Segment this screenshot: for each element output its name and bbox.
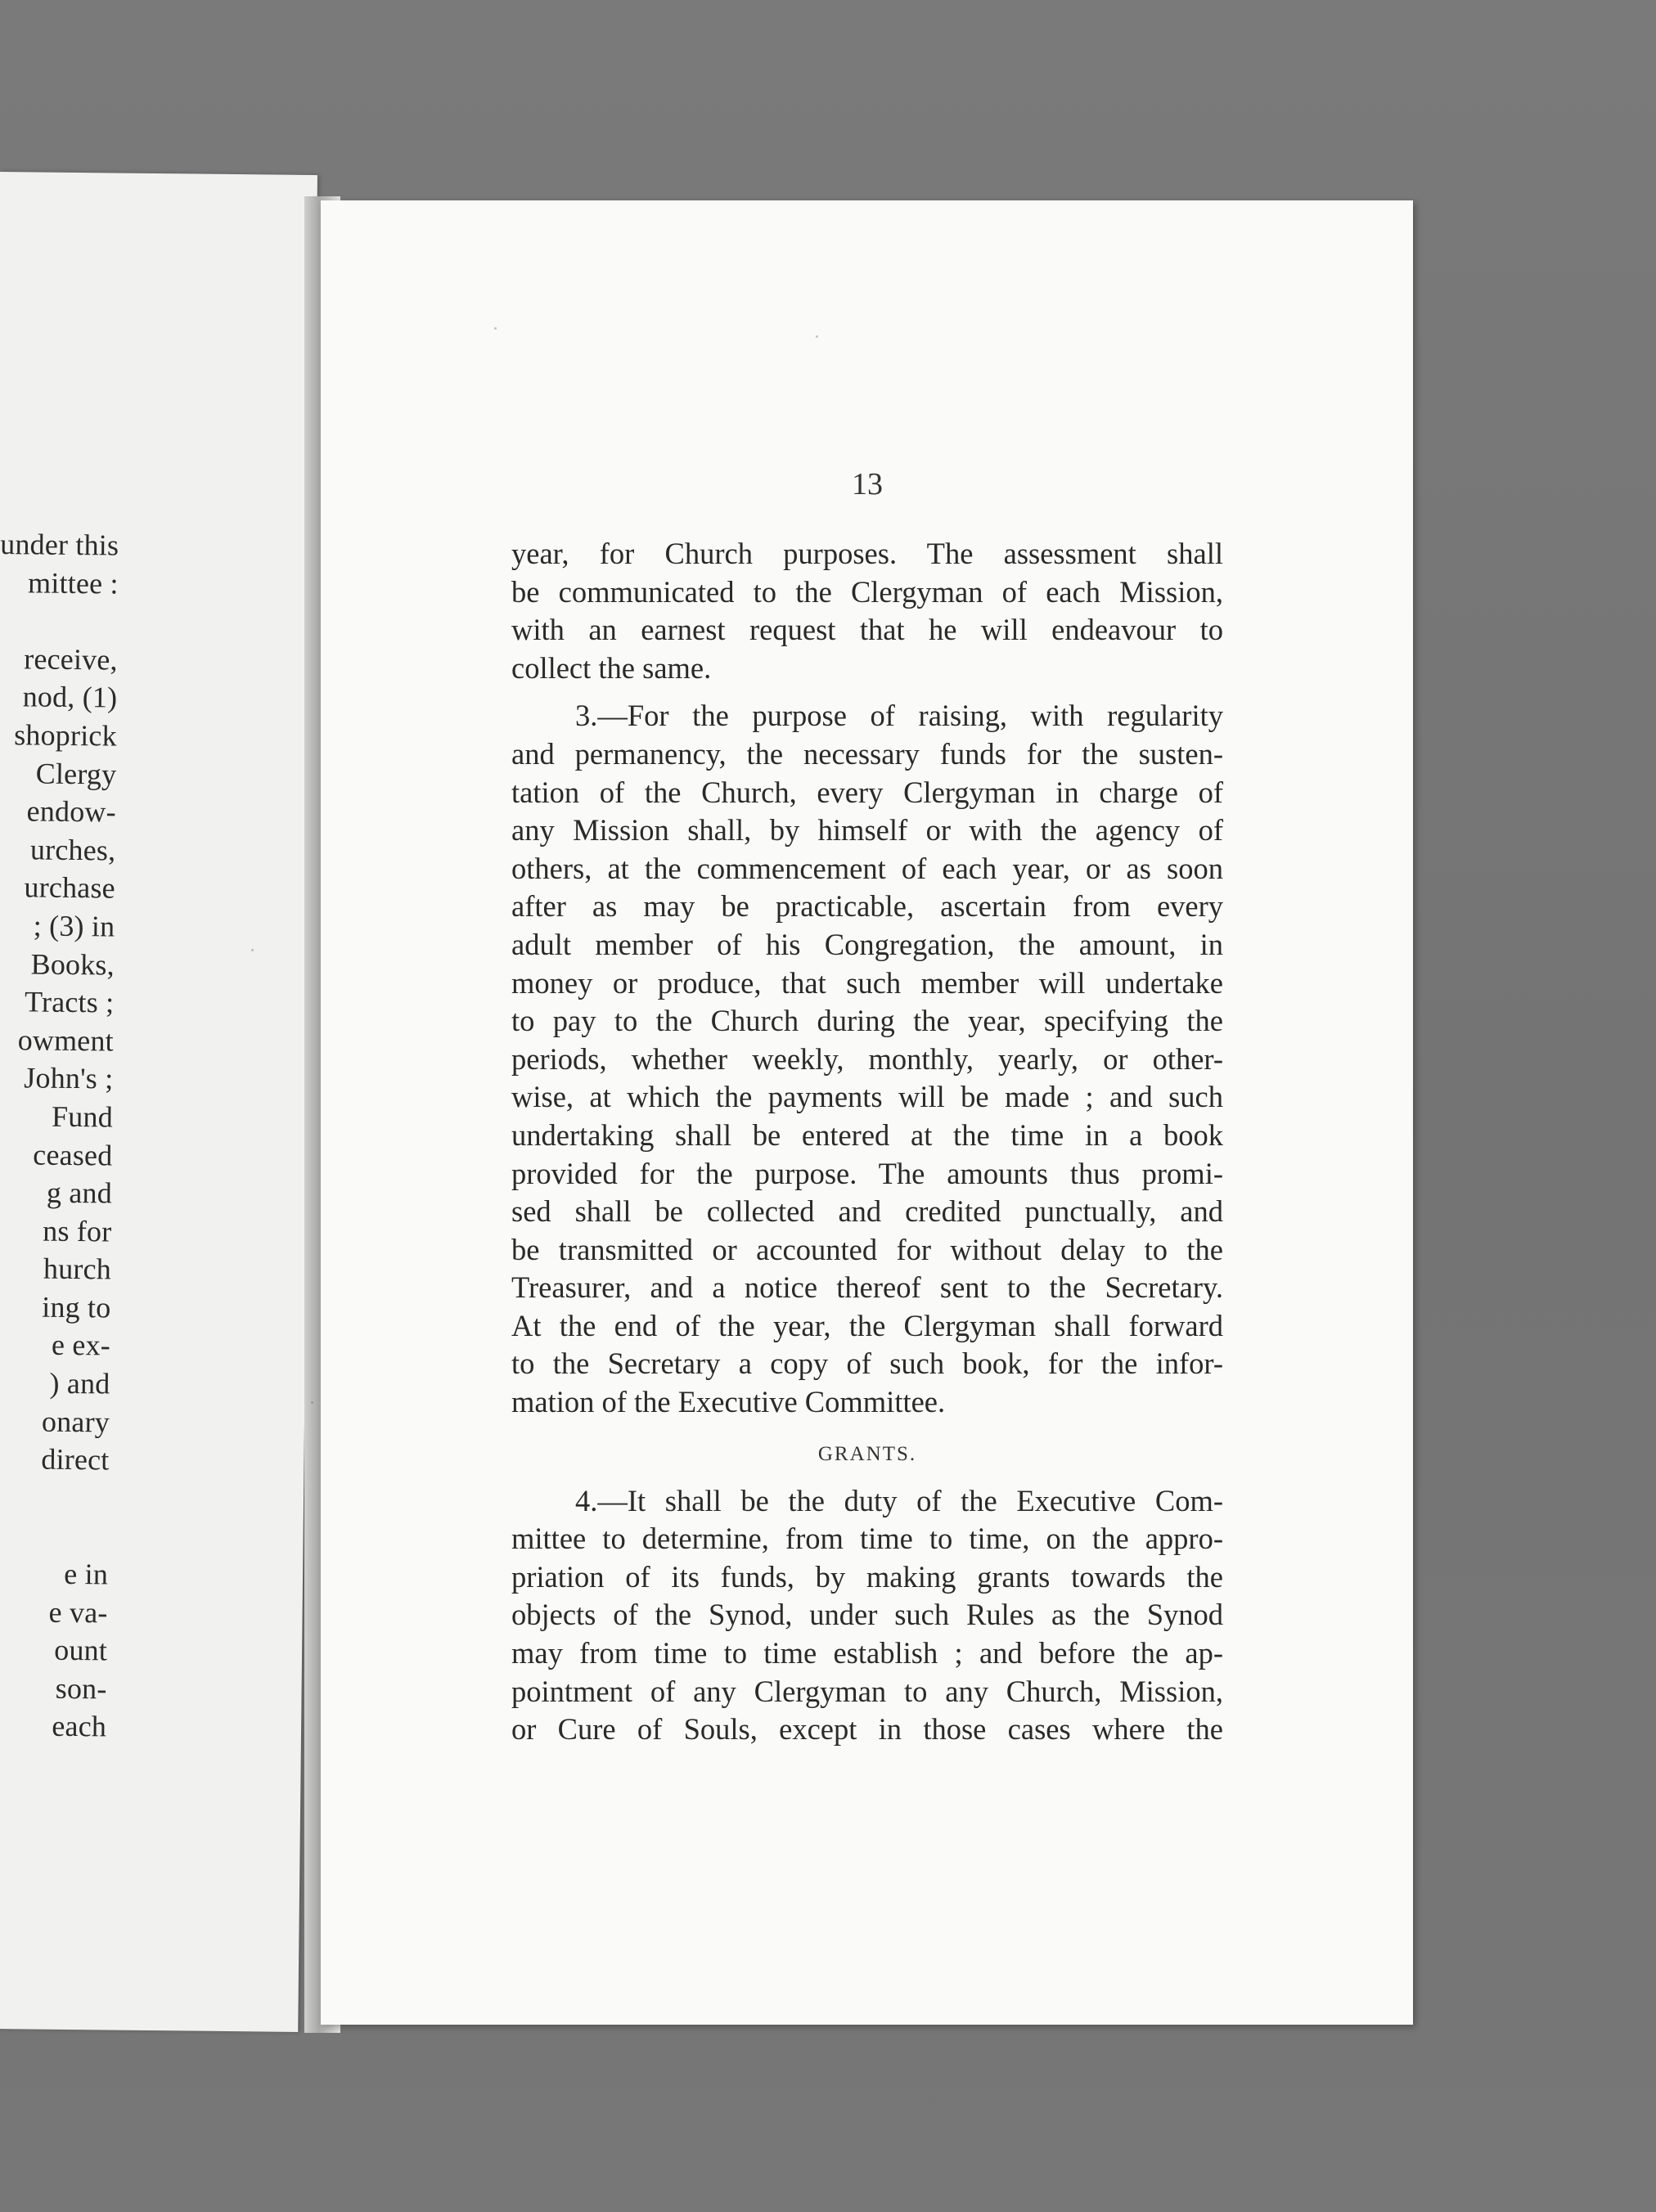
left-line: John's ; bbox=[24, 1061, 114, 1095]
text-line: pointment of any Clergyman to any Church, Mission, bbox=[511, 1674, 1223, 1708]
text-line: or Cure of Souls, except in those cases where the bbox=[511, 1712, 1223, 1747]
text-line: with an earnest request that he will endeavour to bbox=[511, 613, 1223, 647]
left-line: each bbox=[52, 1710, 107, 1743]
text-line: tation of the Church, every Clergyman in charge of bbox=[511, 775, 1223, 809]
text-line: sed shall be collected and credited punctually, and bbox=[511, 1194, 1223, 1229]
left-facing-page bbox=[0, 172, 317, 2032]
text-line: objects of the Synod, under such Rules as the Synod bbox=[511, 1598, 1223, 1632]
left-line: urches, bbox=[29, 833, 116, 867]
left-line: receive, bbox=[24, 642, 118, 677]
left-line: ount bbox=[54, 1634, 108, 1667]
text-line: be communicated to the Clergyman of each Mission, bbox=[511, 574, 1223, 609]
paper-speck bbox=[816, 335, 818, 338]
text-line: mittee to determine, from time to time, on the appro- bbox=[511, 1522, 1223, 1556]
text-line: collect the same. bbox=[511, 650, 712, 685]
left-line: e va- bbox=[48, 1595, 108, 1630]
text-line: At the end of the year, the Clergyman shall forward bbox=[511, 1308, 1223, 1342]
text-line: wise, at which the payments will be made ; and such bbox=[511, 1080, 1223, 1114]
paragraph-4 bbox=[511, 1482, 1223, 1749]
left-line: onary bbox=[41, 1405, 110, 1439]
left-line: e ex- bbox=[51, 1329, 111, 1362]
text-line: others, at the commencement of each year, or as soon bbox=[511, 851, 1223, 885]
text-line: 3.—For the purpose of raising, with regularity bbox=[575, 699, 1223, 733]
text-line: to the Secretary a copy of such book, for the infor- bbox=[511, 1347, 1223, 1381]
text-line: 4.—It shall be the duty of the Executive Com- bbox=[575, 1483, 1223, 1517]
paragraph-assessment bbox=[511, 535, 1223, 687]
left-line: Fund bbox=[51, 1099, 114, 1134]
text-line: adult member of his Congregation, the amount, in bbox=[511, 927, 1223, 961]
text-line: periods, whether weekly, monthly, yearly, or other- bbox=[511, 1041, 1223, 1076]
paragraph-3 bbox=[511, 697, 1223, 1421]
text-line: undertaking shall be entered at the time in a book bbox=[511, 1117, 1223, 1152]
paper-speck bbox=[251, 949, 254, 951]
text-line: year, for Church purposes. The assessment shall bbox=[511, 537, 1223, 570]
paper-speck bbox=[311, 1401, 313, 1404]
text-line: Treasurer, and a notice thereof sent to the Secretary. bbox=[511, 1270, 1223, 1305]
left-line: direct bbox=[41, 1442, 110, 1477]
text-line: after as may be practicable, ascertain from every bbox=[511, 889, 1223, 924]
left-line: shoprick bbox=[13, 718, 117, 753]
left-line: nod, (1) bbox=[22, 680, 118, 714]
left-line: g and bbox=[46, 1176, 113, 1210]
left-line-gap bbox=[0, 601, 118, 641]
left-line: Clergy bbox=[35, 757, 117, 791]
left-line: under this bbox=[0, 528, 119, 562]
text-line: any Mission shall, by himself or with the agency of bbox=[511, 813, 1223, 847]
left-line: Books, bbox=[30, 946, 115, 982]
paper-speck bbox=[494, 327, 497, 330]
left-line-gap bbox=[0, 1478, 109, 1517]
text-line: be transmitted or accounted for without delay to the bbox=[511, 1232, 1223, 1266]
page-number: 13 bbox=[852, 467, 883, 501]
left-line: hurch bbox=[43, 1252, 112, 1286]
text-line: money or produce, that such member will undertake bbox=[511, 965, 1223, 1000]
left-line-gap bbox=[0, 1516, 109, 1555]
left-line: Tracts ; bbox=[24, 985, 115, 1019]
left-line: ing to bbox=[42, 1290, 111, 1324]
left-line: urchase bbox=[24, 870, 116, 905]
left-line: e in bbox=[64, 1557, 109, 1591]
section-heading-grants: GRANTS. bbox=[817, 1442, 917, 1465]
left-line: owment bbox=[17, 1023, 115, 1058]
left-line: endow- bbox=[26, 794, 117, 829]
left-line: ceased bbox=[33, 1137, 113, 1172]
left-line: mittee : bbox=[27, 565, 119, 600]
text-line: may from time to time establish ; and before the ap- bbox=[511, 1636, 1223, 1670]
text-line: mation of the Executive Committee. bbox=[511, 1385, 946, 1419]
left-line: ; (3) in bbox=[33, 909, 115, 943]
text-line: priation of its funds, by making grants towards the bbox=[511, 1559, 1223, 1594]
left-line: son- bbox=[55, 1671, 107, 1706]
text-line: provided for the purpose. The amounts thus promi- bbox=[511, 1156, 1223, 1190]
left-line: ns for bbox=[43, 1214, 112, 1248]
text-line: to pay to the Church during the year, specifying the bbox=[511, 1004, 1223, 1038]
left-page-text bbox=[0, 525, 119, 1746]
body-text bbox=[511, 535, 1223, 1749]
text-line: and permanency, the necessary funds for the susten- bbox=[511, 736, 1223, 771]
left-line: ) and bbox=[49, 1366, 110, 1400]
